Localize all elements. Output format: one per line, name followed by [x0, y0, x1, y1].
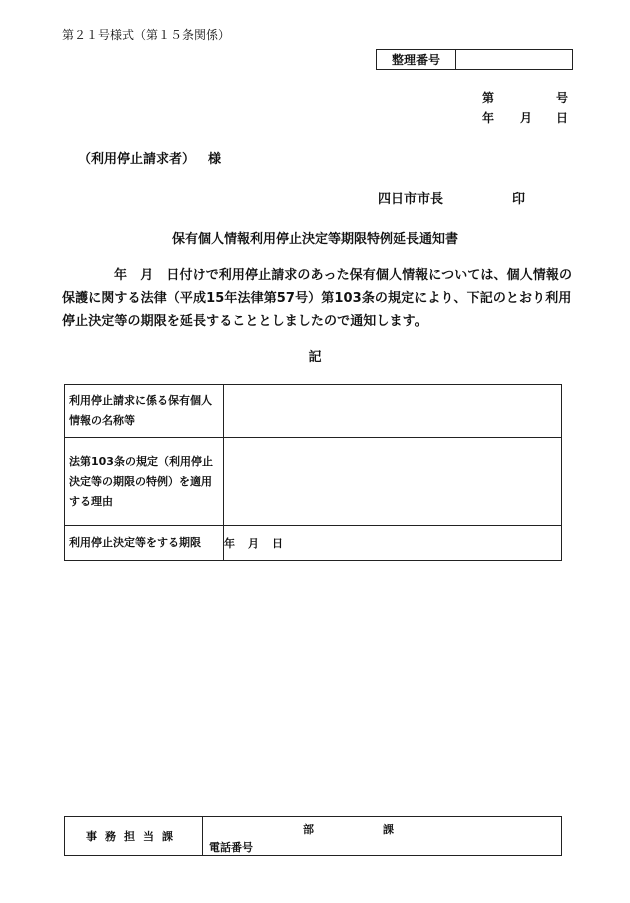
table-row — [65, 438, 562, 526]
reference-number-value[interactable] — [456, 50, 572, 69]
row3-label: 利用停止決定等をする期限 — [65, 526, 224, 561]
row1-value[interactable] — [224, 385, 562, 438]
recipient-honorific: 様 — [208, 152, 222, 167]
seal-mark: 印 — [512, 192, 526, 207]
department-label: 部 — [303, 823, 314, 836]
row3-value[interactable]: 年 月 日 — [224, 526, 562, 561]
recipient-name: （利用停止請求者） — [78, 152, 196, 167]
office-details — [203, 817, 561, 855]
detail-table — [64, 384, 562, 561]
date-month: 月 — [520, 111, 533, 125]
issuer-name: 四日市市長 — [378, 192, 444, 207]
row2-label: 法第103条の規定（利用停止決定等の期限の特例）を適用する理由 — [65, 438, 224, 526]
body-paragraph: 年 月 日付けで利用停止請求のあった保有個人情報については、個人情報の保護に関する法律（平成15年法律第57号）第103条の規定により、下記のとおり利用停止決定等の期限を延長することとしましたので通知します。 — [62, 268, 573, 329]
ki-heading: 記 — [308, 350, 322, 365]
office-box — [64, 816, 562, 856]
row1-label: 利用停止請求に係る保有個人情報の名称等 — [65, 385, 224, 438]
table-row — [65, 526, 562, 561]
office-label: 事務担当課 — [65, 817, 203, 855]
section-label: 課 — [383, 823, 394, 836]
reference-number-label: 整理番号 — [377, 50, 456, 69]
form-number: 第２１号様式（第１５条関係） — [62, 28, 231, 42]
doc-number-prefix: 第 — [482, 91, 495, 105]
table-row — [65, 385, 562, 438]
document-title: 保有個人情報利用停止決定等期限特例延長通知書 — [171, 232, 458, 247]
phone-label: 電話番号 — [209, 841, 253, 854]
reference-number-box — [376, 49, 573, 70]
row2-value[interactable] — [224, 438, 562, 526]
doc-number-suffix: 号 — [556, 91, 569, 105]
date-day: 日 — [556, 111, 569, 125]
date-year: 年 — [482, 111, 495, 125]
